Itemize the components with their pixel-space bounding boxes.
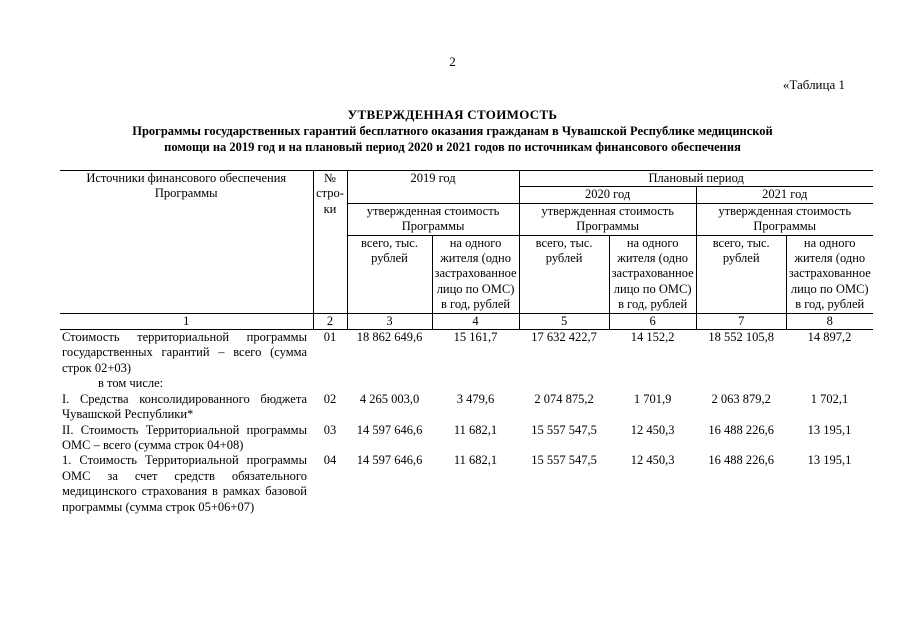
row-line-number: 03: [323, 422, 337, 437]
header-line-no: № стро-ки: [313, 171, 347, 314]
header-year-2021: 2021 год: [696, 187, 873, 203]
table-body: [60, 330, 873, 515]
row-value: 16 488 226,6: [708, 422, 774, 437]
column-number: 6: [609, 313, 696, 329]
subtitle-line-2: помощи на 2019 год и на плановый период 2020 и 2021 годов по источникам финансового обеспечения: [164, 140, 741, 154]
subtitle-line-1: Программы государственных гарантий бесплатного оказания гражданам в Чувашской Республике медицинской: [132, 124, 773, 138]
row-value: 2 063 879,2: [711, 391, 771, 406]
row-source: II. Стоимость Территориальной программы ОМС – всего (сумма строк 04+08): [62, 422, 307, 452]
row-value: 1 701,9: [633, 391, 672, 406]
column-number: 1: [60, 313, 313, 329]
document-title: УТВЕРЖДЕННАЯ СТОИМОСТЬ: [347, 107, 558, 122]
header-year-2020: 2020 год: [519, 187, 696, 203]
row-value: 18 552 105,8: [708, 330, 774, 345]
document-subtitle: [60, 123, 845, 155]
row-value: 15 161,7: [453, 330, 498, 345]
column-number: 4: [432, 313, 519, 329]
row-value: 14 152,2: [630, 330, 675, 345]
row-value: 11 682,1: [453, 453, 498, 468]
header-approved-2020: утвержденная стоимость Программы: [519, 203, 696, 235]
column-numbers-row: [60, 313, 873, 329]
row-value: 12 450,3: [630, 422, 675, 437]
header-approved-2021: утвержденная стоимость Программы: [696, 203, 873, 235]
header-year-2019: 2019 год: [347, 171, 519, 204]
row-value: 16 488 226,6: [708, 453, 774, 468]
column-number: 8: [786, 313, 873, 329]
table-reference: «Таблица 1: [782, 77, 845, 92]
table-header: [60, 171, 873, 330]
row-value: 18 862 649,6: [356, 330, 423, 345]
header-total-2021: всего, тыс. рублей: [696, 235, 786, 313]
row-source: I. Средства консолидированного бюджета Чувашской Республики*: [62, 391, 307, 422]
column-number: 3: [347, 313, 432, 329]
table-row: [60, 453, 873, 515]
column-number: 7: [696, 313, 786, 329]
header-planned-period: Плановый период: [519, 171, 873, 187]
table-row: [60, 330, 873, 377]
row-value: 3 479,6: [456, 391, 495, 406]
header-per-capita-2021: на одного жителя (одно застрахованное лицо по ОМС) в год, рублей: [788, 235, 871, 312]
row-value: 1 702,1: [810, 391, 849, 406]
row-value: 2 074 875,2: [534, 391, 594, 406]
row-value: 13 195,1: [807, 453, 852, 468]
row-value: 4 265 003,0: [359, 391, 420, 406]
table-row: [60, 376, 873, 391]
row-value: 12 450,3: [630, 453, 675, 468]
row-line-number: 01: [323, 330, 337, 345]
header-approved-2019: утвержденная стоимость Программы: [347, 203, 519, 235]
row-value: 14 897,2: [807, 330, 852, 345]
row-value: 14 597 646,6: [356, 422, 423, 437]
header-per-capita-2020: на одного жителя (одно застрахованное лицо по ОМС) в год, рублей: [609, 235, 696, 313]
column-number: 2: [313, 313, 347, 329]
table-row: [60, 392, 873, 423]
row-source: Стоимость территориальной программы государственных гарантий – всего (сумма строк 02+03): [62, 330, 307, 375]
column-number: 5: [519, 313, 609, 329]
header-per-capita-2019: на одного жителя (одно застрахованное лицо по ОМС) в год, рублей: [432, 235, 519, 313]
header-total-2019: всего, тыс. рублей: [347, 235, 432, 313]
row-line-number: 02: [323, 391, 337, 406]
table-row: [60, 423, 873, 454]
row-source: в том числе:: [98, 376, 164, 391]
header-total-2020: всего, тыс. рублей: [519, 235, 609, 313]
row-line-number: 04: [323, 453, 337, 468]
row-source: 1. Стоимость Территориальной программы ОМС за счет средств обязательного медицинского страхования в рамках базовой программы (сумма строк 05+06+07): [62, 453, 307, 514]
row-value: 11 682,1: [453, 422, 498, 437]
row-value: 15 557 547,5: [531, 422, 597, 437]
row-value: 15 557 547,5: [531, 453, 597, 468]
row-value: 13 195,1: [807, 422, 852, 437]
financing-table: [60, 170, 873, 515]
row-value: 14 597 646,6: [356, 453, 423, 468]
header-source: Источники финансового обеспечения Программы: [60, 171, 313, 314]
page-number: 2: [449, 54, 456, 69]
row-value: 17 632 422,7: [531, 330, 597, 345]
